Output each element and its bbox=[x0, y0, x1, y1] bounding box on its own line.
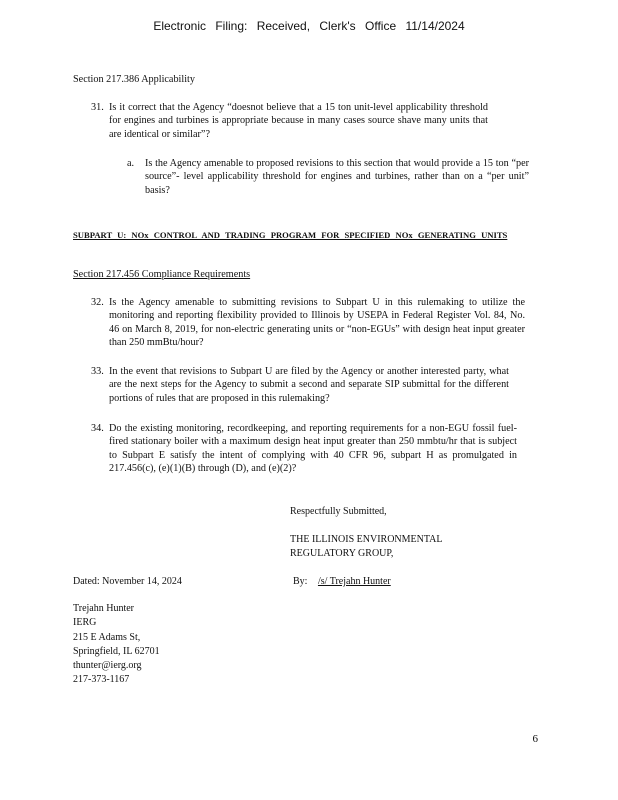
question-34 bbox=[91, 422, 517, 476]
question-number: 32. bbox=[91, 297, 104, 308]
signature: /s/ Trejahn Hunter bbox=[317, 576, 391, 587]
organization-line-2: REGULATORY GROUP, bbox=[290, 547, 394, 559]
filing-header: Electronic Filing: Received, Clerk's Office 11/14/2024 bbox=[153, 19, 465, 33]
by-label: By: bbox=[293, 576, 308, 587]
question-text: Do the existing monitoring, recordkeeping, and reporting requirements for a non-EGU fossil fuel-fired stationary boiler with a maximum design heat input greater than 250 mmbtu/hr that is subject to Subpart E satisfy the intent of complying with 40 CFR 96, subpart H as promulgated in 217.456(c), (e)(1)(B) through (D), and (e)(2)? bbox=[109, 423, 517, 475]
question-number: 34. bbox=[91, 423, 104, 434]
organization-line-1: THE ILLINOIS ENVIRONMENTAL bbox=[290, 534, 443, 545]
question-number: 31. bbox=[91, 102, 104, 113]
organization-name bbox=[290, 533, 443, 560]
contact-org: IERG bbox=[73, 617, 97, 629]
page-number: 6 bbox=[532, 733, 538, 745]
question-text: Is the Agency amenable to submitting revisions to Subpart U in this rulemaking to utilize the monitoring and reporting flexibility provided to Illinois by USEPA in Federal Register Vol. 84, No. 46 on March 8, 2019, for non-electric generating units or “non-EGUs” with design heat input greater than 250 mmBtu/hour? bbox=[109, 297, 525, 349]
question-31 bbox=[91, 101, 488, 141]
closing-text: Respectfully Submitted, bbox=[290, 506, 387, 517]
question-32 bbox=[91, 296, 525, 350]
section-heading-applicability: Section 217.386 Applicability bbox=[73, 74, 195, 85]
question-number: 33. bbox=[91, 366, 104, 377]
contact-name: Trejahn Hunter bbox=[73, 603, 135, 614]
contact-city: Springfield, IL 62701 bbox=[73, 645, 160, 657]
contact-street: 215 E Adams St, bbox=[73, 631, 141, 643]
question-text: In the event that revisions to Subpart U are filed by the Agency or another interested party, what are the next steps for the Agency to submit a second and separate SIP submittal for the different portions of rules that are proposed in this rulemaking? bbox=[109, 366, 509, 404]
question-text: Is the Agency amenable to proposed revisions to this section that would provide a 15 ton “per source”- level applicability threshold for engines and turbines, rather than on a “per unit” basis? bbox=[145, 158, 529, 196]
question-number: a. bbox=[127, 158, 135, 169]
question-33 bbox=[91, 365, 509, 405]
question-31a bbox=[127, 157, 529, 197]
signature-line bbox=[293, 575, 397, 589]
contact-phone: 217-373-1167 bbox=[73, 674, 130, 686]
subpart-heading: SUBPART U: NOx CONTROL AND TRADING PROGRAM FOR SPECIFIED NOx GENERATING UNITS bbox=[73, 230, 508, 240]
dated-line: Dated: November 14, 2024 bbox=[73, 576, 182, 587]
contact-block bbox=[73, 602, 160, 688]
section-heading-compliance: Section 217.456 Compliance Requirements bbox=[73, 269, 251, 280]
contact-email: thunter@ierg.org bbox=[73, 660, 142, 672]
question-text: Is it correct that the Agency “doesnot believe that a 15 ton unit-level applicability threshold for engines and turbines is appropriate because in many cases source shave many units that are identical or similar”? bbox=[109, 102, 488, 140]
